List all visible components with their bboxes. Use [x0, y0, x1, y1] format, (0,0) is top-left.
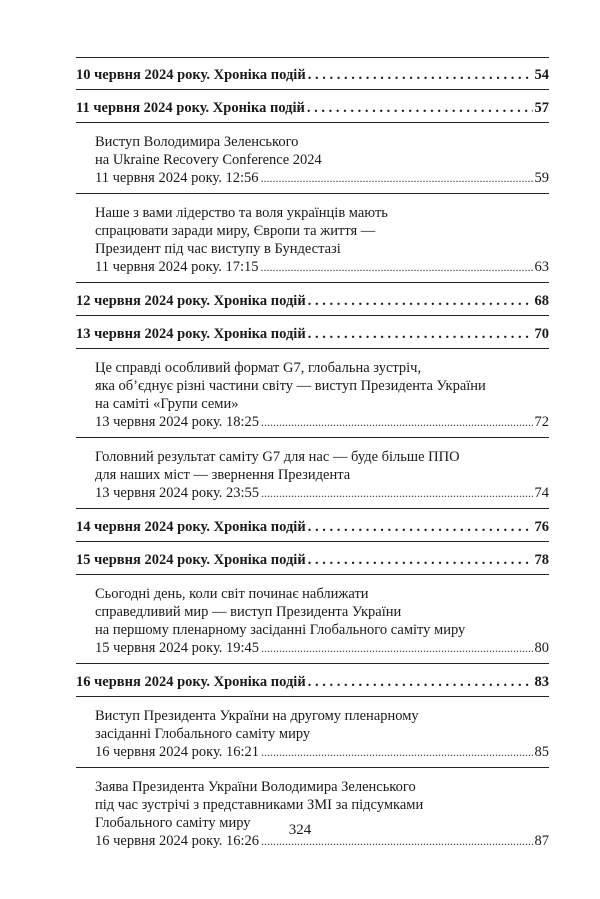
dot-leader: [308, 552, 533, 569]
toc-line: [95, 258, 549, 276]
dot-leader: [307, 100, 533, 117]
dot-leader: [261, 639, 532, 657]
toc-speech-entry: [76, 438, 549, 509]
toc-line: [76, 552, 549, 569]
dot-leader: [308, 519, 533, 536]
toc-speech-title-line: спрацювати заради миру, Європи та життя —: [95, 223, 376, 239]
toc-speech-entry: [76, 575, 549, 664]
toc-day-title: 16 червня 2024 року. Хроніка подій: [76, 674, 306, 690]
toc-page-number: 83: [534, 674, 549, 690]
toc-speech-title-line: Виступ Президента України на другому пленарному: [95, 708, 419, 724]
toc-speech-title-line: справедливий мир — виступ Президента України: [95, 604, 402, 620]
toc-page-number: 76: [534, 519, 549, 535]
toc-speech-title-line: для наших міст — звернення Президента: [95, 467, 351, 483]
toc-page-number: 74: [534, 485, 549, 501]
toc-day-entry: [76, 664, 549, 697]
toc-speech-date: 13 червня 2024 року. 23:55: [95, 485, 260, 501]
toc-speech-entry: [76, 349, 549, 438]
toc-page-number: 70: [534, 326, 549, 342]
toc-speech-entry: [76, 697, 549, 768]
dot-leader: [308, 326, 533, 343]
toc-page-number: 68: [534, 293, 549, 309]
toc-speech-entry: [76, 123, 549, 194]
toc-speech-title-line: яка об’єднує різні частини світу — виступ Президента України: [95, 378, 486, 394]
toc-page-number: 57: [534, 100, 549, 116]
toc-day-title: 11 червня 2024 року. Хроніка подій: [76, 100, 305, 116]
toc-page-number: 80: [534, 640, 549, 656]
dot-leader: [261, 258, 533, 276]
dot-leader: [308, 674, 533, 691]
toc-day-entry: [76, 90, 549, 123]
toc-speech-date: 11 червня 2024 року. 12:56: [95, 170, 259, 186]
toc-speech-title-line: на Ukraine Recovery Conference 2024: [95, 152, 322, 168]
toc-line: [95, 484, 549, 502]
toc-page-number: 59: [534, 170, 549, 186]
toc-speech-date: 16 червня 2024 року. 16:21: [95, 744, 260, 760]
page-number: 324: [288, 822, 312, 838]
toc-day-title: 13 червня 2024 року. Хроніка подій: [76, 326, 306, 342]
toc-speech-date: 13 червня 2024 року. 18:25: [95, 414, 260, 430]
toc-speech-entry: [76, 768, 549, 856]
toc-speech-title-line: Заява Президента України Володимира Зеленського: [95, 779, 416, 795]
toc-speech-date: 16 червня 2024 року. 16:26: [95, 833, 260, 849]
toc-day-entry: [76, 316, 549, 349]
toc-line: [76, 100, 549, 117]
toc-page-number: 78: [534, 552, 549, 568]
toc-day-entry: [76, 542, 549, 575]
dot-leader: [261, 169, 533, 187]
toc-day-entry: [76, 283, 549, 316]
toc-day-title: 14 червня 2024 року. Хроніка подій: [76, 519, 306, 535]
toc-line: [76, 674, 549, 691]
table-of-contents: [76, 57, 549, 856]
toc-speech-title-line: Сьогодні день, коли світ починає наближати: [95, 586, 369, 602]
toc-day-title: 10 червня 2024 року. Хроніка подій: [76, 67, 306, 83]
toc-speech-title-line: Виступ Володимира Зеленського: [95, 134, 299, 150]
toc-page-number: 63: [534, 259, 549, 275]
toc-line: [76, 293, 549, 310]
toc-day-entry: [76, 57, 549, 90]
toc-speech-title-line: Головний результат саміту G7 для нас — буде більше ППО: [95, 449, 460, 465]
toc-day-entry: [76, 509, 549, 542]
toc-speech-entry: [76, 194, 549, 283]
toc-page-number: 72: [534, 414, 549, 430]
toc-speech-title-line: Глобального саміту миру: [95, 815, 251, 831]
toc-page-number: 85: [534, 744, 549, 760]
dot-leader: [308, 67, 533, 84]
dot-leader: [261, 743, 532, 761]
toc-page-number: 54: [534, 67, 549, 83]
toc-speech-title-line: засіданні Глобального саміту миру: [95, 726, 311, 742]
toc-page-number: 87: [534, 833, 549, 849]
toc-line: [76, 519, 549, 536]
toc-line: [95, 169, 549, 187]
dot-leader: [261, 413, 532, 431]
toc-line: [76, 67, 549, 84]
toc-speech-date: 15 червня 2024 року. 19:45: [95, 640, 260, 656]
dot-leader: [261, 484, 532, 502]
toc-speech-title-line: на першому пленарному засіданні Глобального саміту миру: [95, 622, 466, 638]
toc-speech-title-line: Президент під час виступу в Бундестазі: [95, 241, 341, 257]
toc-speech-title-line: Наше з вами лідерство та воля українців мають: [95, 205, 388, 221]
toc-speech-title-line: під час зустрічі з представниками ЗМІ за підсумками: [95, 797, 424, 813]
dot-leader: [308, 293, 533, 310]
toc-line: [95, 743, 549, 761]
toc-line: [76, 326, 549, 343]
toc-line: [95, 639, 549, 657]
toc-speech-title-line: Це справді особливий формат G7, глобальна зустріч,: [95, 360, 422, 376]
toc-speech-title-line: на саміті «Групи семи»: [95, 396, 239, 412]
toc-line: [95, 413, 549, 431]
toc-day-title: 12 червня 2024 року. Хроніка подій: [76, 293, 306, 309]
toc-day-title: 15 червня 2024 року. Хроніка подій: [76, 552, 306, 568]
toc-speech-date: 11 червня 2024 року. 17:15: [95, 259, 259, 275]
